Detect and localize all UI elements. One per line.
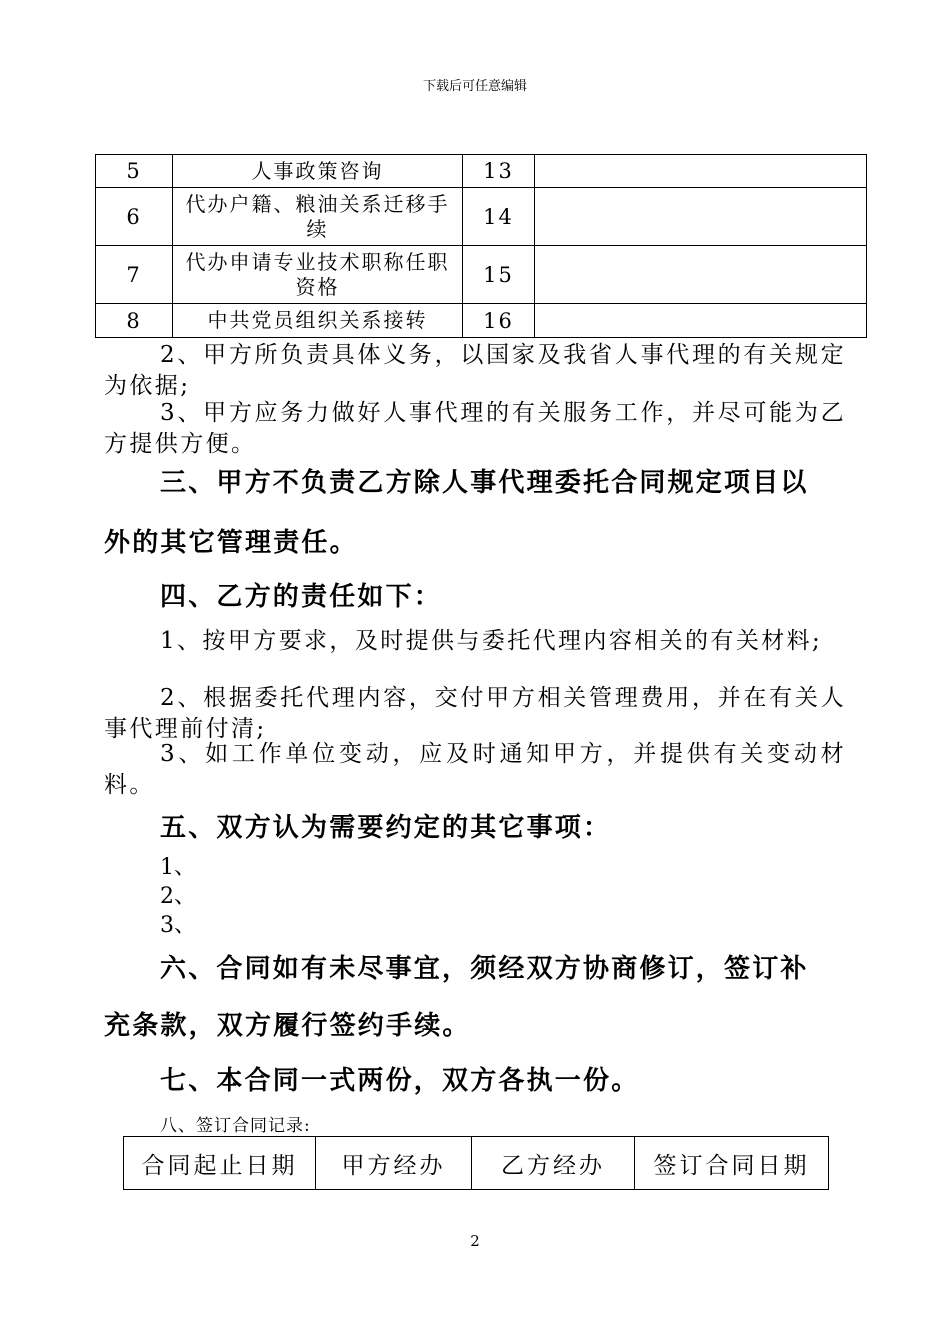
table-row [96,155,867,188]
page-number: 2 [470,1232,480,1250]
record-column-header: 甲方经办 [316,1137,472,1190]
row-number: 7 [96,246,173,304]
list-item: 3、 [160,913,196,938]
row-item: 代办户籍、粮油关系迁移手续 [173,188,463,246]
record-column-header: 签订合同日期 [635,1137,829,1190]
clause-4-1: 1、按甲方要求，及时提供与委托代理内容相关的有关材料; [160,628,823,654]
row-item-2 [535,246,867,304]
section-6-heading-line2: 充条款，双方履行签约手续。 [104,1011,471,1041]
clause-4-2: 2、根据委托代理内容，交付甲方相关管理费用，并在有关人事代理前付清; [104,685,846,742]
row-number-2: 15 [463,246,535,304]
contract-record-table [123,1136,829,1190]
row-item: 代办申请专业技术职称任职资格 [173,246,463,304]
clause-4-3: 3、如工作单位变动，应及时通知甲方，并提供有关变动材料。 [104,741,846,798]
section-6-heading-line1: 六、合同如有未尽事宜，须经双方协商修订，签订补 [160,954,809,984]
section-3-heading-line2: 外的其它管理责任。 [104,528,358,558]
row-item: 人事政策咨询 [173,155,463,188]
service-items-table [95,154,867,338]
list-item: 2、 [160,884,196,909]
section-8-label: 八、签订合同记录: [160,1116,311,1136]
section-5-heading: 五、双方认为需要约定的其它事项： [160,813,612,843]
section-3-heading-line1: 三、甲方不负责乙方除人事代理委托合同规定项目以 [160,468,809,498]
record-column-header: 合同起止日期 [124,1137,316,1190]
page-header: 下载后可任意编辑 [422,79,527,94]
section-4-heading: 四、乙方的责任如下： [160,582,443,612]
clause-2-2: 2、甲方所负责具体义务，以国家及我省人事代理的有关规定为依据; [104,342,846,399]
table-row [124,1137,829,1190]
row-number: 6 [96,188,173,246]
row-item-2 [535,155,867,188]
clause-2-3: 3、甲方应务力做好人事代理的有关服务工作，并尽可能为乙方提供方便。 [104,400,846,457]
row-number: 8 [96,304,173,338]
row-number-2: 14 [463,188,535,246]
row-number: 5 [96,155,173,188]
row-number-2: 16 [463,304,535,338]
row-item-2 [535,188,867,246]
row-item: 中共党员组织关系接转 [173,304,463,338]
row-item-2 [535,304,867,338]
table-row [96,246,867,304]
section-7-heading: 七、本合同一式两份，双方各执一份。 [160,1066,640,1096]
row-number-2: 13 [463,155,535,188]
list-item: 1、 [160,855,196,880]
record-column-header: 乙方经办 [472,1137,635,1190]
table-row [96,188,867,246]
table-row [96,304,867,338]
